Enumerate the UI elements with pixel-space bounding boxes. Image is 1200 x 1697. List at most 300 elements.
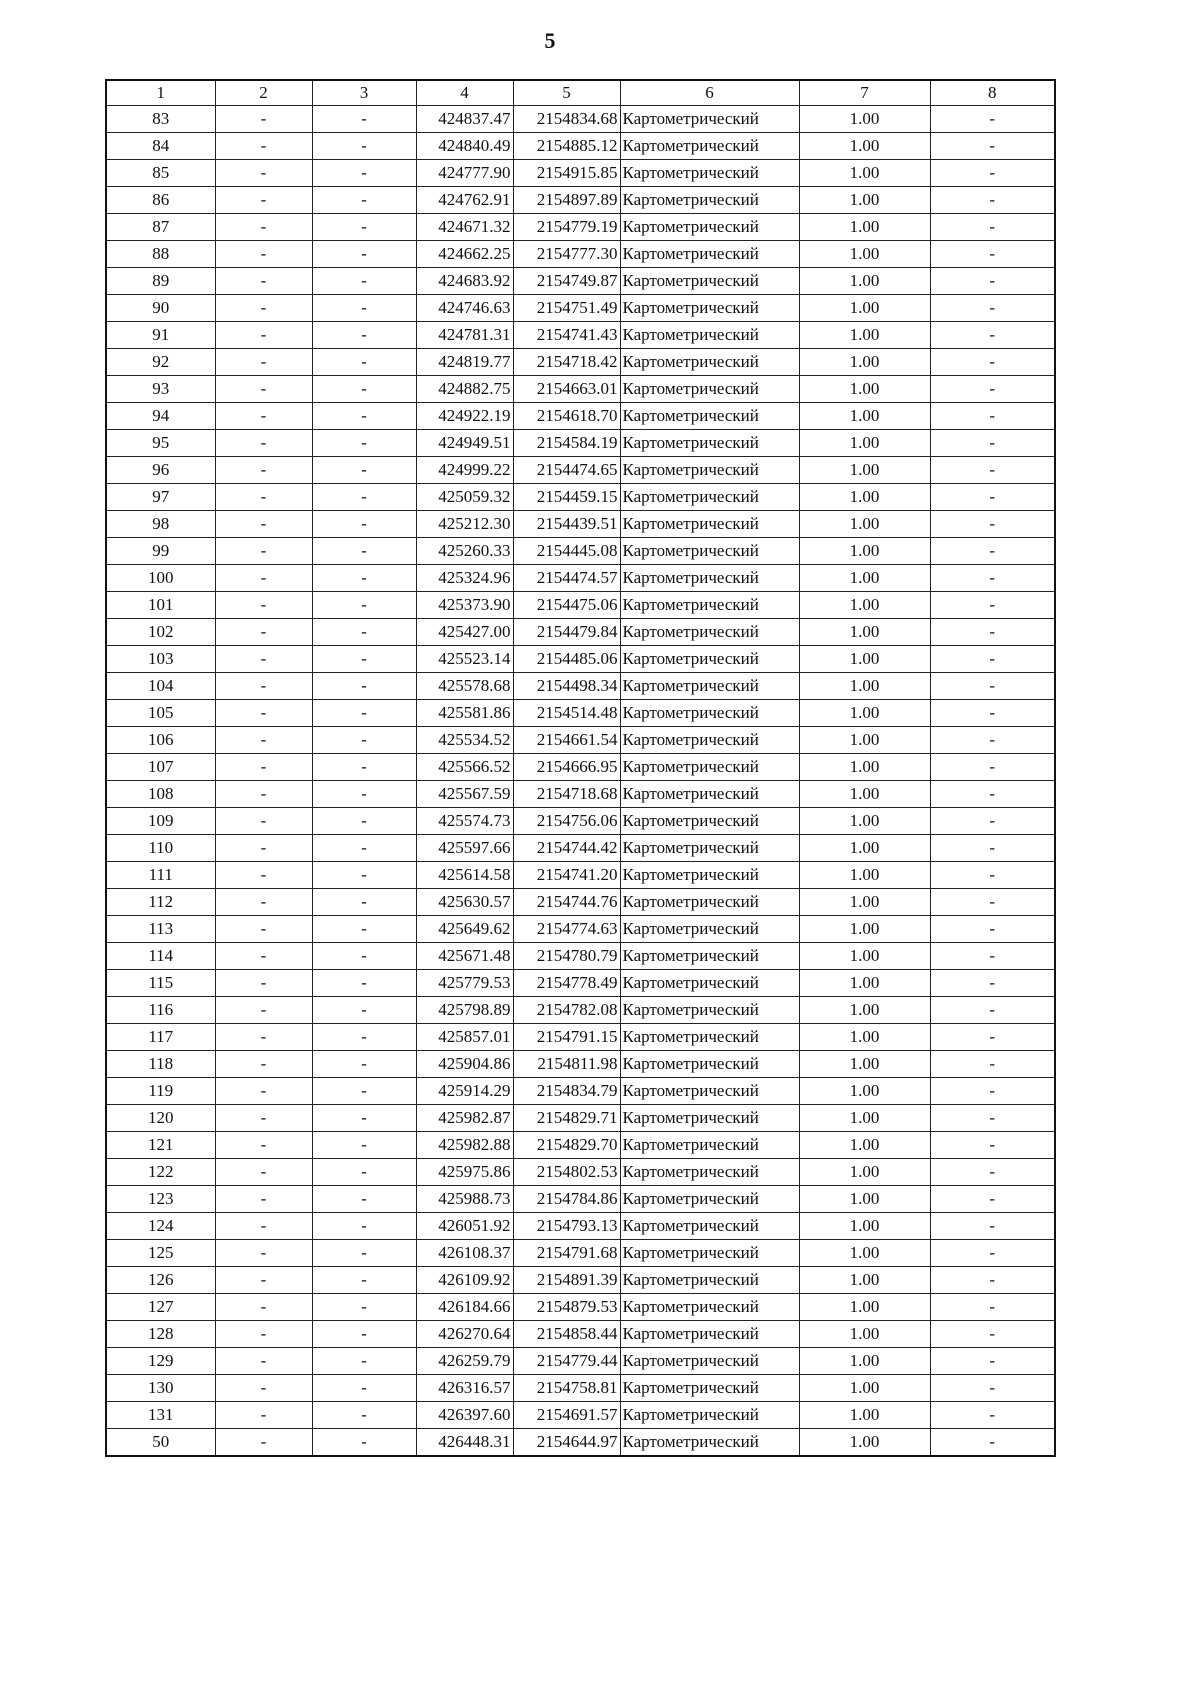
cell-coord-x: 425630.57 [416,889,513,916]
cell-col-3: - [312,349,416,376]
cell-coord-y: 2154779.19 [513,214,620,241]
cell-col-2: - [215,565,312,592]
cell-col-2: - [215,1294,312,1321]
table-row [106,1375,1055,1402]
cell-method: Картометрический [620,457,799,484]
cell-col-8: - [930,646,1055,673]
cell-col-2: - [215,133,312,160]
cell-coord-x: 424762.91 [416,187,513,214]
cell-col-8: - [930,349,1055,376]
cell-coord-y: 2154879.53 [513,1294,620,1321]
cell-accuracy: 1.00 [799,511,930,538]
cell-coord-x: 424819.77 [416,349,513,376]
cell-coord-x: 426397.60 [416,1402,513,1429]
cell-col-2: - [215,1267,312,1294]
cell-col-3: - [312,1186,416,1213]
cell-point-number: 95 [106,430,215,457]
cell-accuracy: 1.00 [799,997,930,1024]
table-row [106,511,1055,538]
cell-coord-x: 425671.48 [416,943,513,970]
cell-coord-y: 2154793.13 [513,1213,620,1240]
cell-point-number: 93 [106,376,215,403]
cell-coord-x: 425904.86 [416,1051,513,1078]
cell-col-2: - [215,1105,312,1132]
cell-coord-y: 2154479.84 [513,619,620,646]
cell-col-3: - [312,241,416,268]
cell-accuracy: 1.00 [799,187,930,214]
cell-method: Картометрический [620,808,799,835]
cell-accuracy: 1.00 [799,457,930,484]
cell-col-3: - [312,133,416,160]
cell-point-number: 119 [106,1078,215,1105]
table-row [106,943,1055,970]
cell-point-number: 114 [106,943,215,970]
cell-col-8: - [930,322,1055,349]
column-header-6: 6 [620,80,799,106]
cell-col-3: - [312,808,416,835]
cell-coord-y: 2154749.87 [513,268,620,295]
cell-col-3: - [312,646,416,673]
cell-coord-x: 426184.66 [416,1294,513,1321]
cell-coord-x: 425523.14 [416,646,513,673]
cell-method: Картометрический [620,241,799,268]
table-row [106,295,1055,322]
cell-coord-x: 426109.92 [416,1267,513,1294]
cell-coord-y: 2154584.19 [513,430,620,457]
cell-accuracy: 1.00 [799,1402,930,1429]
cell-accuracy: 1.00 [799,781,930,808]
cell-coord-y: 2154661.54 [513,727,620,754]
cell-method: Картометрический [620,511,799,538]
cell-col-2: - [215,1348,312,1375]
cell-coord-x: 425581.86 [416,700,513,727]
cell-coord-x: 426108.37 [416,1240,513,1267]
cell-accuracy: 1.00 [799,673,930,700]
cell-coord-x: 424683.92 [416,268,513,295]
cell-accuracy: 1.00 [799,1213,930,1240]
header-row [106,80,1055,106]
cell-method: Картометрический [620,592,799,619]
cell-coord-x: 424662.25 [416,241,513,268]
cell-accuracy: 1.00 [799,889,930,916]
cell-accuracy: 1.00 [799,1429,930,1457]
cell-col-2: - [215,808,312,835]
cell-col-2: - [215,1186,312,1213]
cell-coord-x: 425982.87 [416,1105,513,1132]
cell-col-3: - [312,1078,416,1105]
cell-point-number: 120 [106,1105,215,1132]
cell-col-3: - [312,889,416,916]
cell-col-2: - [215,1078,312,1105]
cell-accuracy: 1.00 [799,1321,930,1348]
cell-col-2: - [215,1240,312,1267]
cell-accuracy: 1.00 [799,1240,930,1267]
cell-col-2: - [215,889,312,916]
cell-point-number: 50 [106,1429,215,1457]
cell-col-3: - [312,1159,416,1186]
column-header-5: 5 [513,80,620,106]
cell-point-number: 127 [106,1294,215,1321]
cell-col-3: - [312,484,416,511]
cell-point-number: 113 [106,916,215,943]
table-row [106,889,1055,916]
cell-coord-y: 2154829.70 [513,1132,620,1159]
cell-col-3: - [312,943,416,970]
cell-col-2: - [215,727,312,754]
table-row [106,565,1055,592]
cell-coord-x: 425975.86 [416,1159,513,1186]
cell-coord-y: 2154718.42 [513,349,620,376]
cell-method: Картометрический [620,646,799,673]
cell-col-3: - [312,1402,416,1429]
cell-col-3: - [312,538,416,565]
cell-coord-y: 2154741.20 [513,862,620,889]
cell-col-3: - [312,700,416,727]
cell-method: Картометрический [620,1105,799,1132]
cell-col-2: - [215,700,312,727]
cell-col-8: - [930,565,1055,592]
cell-col-8: - [930,754,1055,781]
cell-col-8: - [930,403,1055,430]
cell-coord-y: 2154791.68 [513,1240,620,1267]
cell-col-3: - [312,1213,416,1240]
cell-col-8: - [930,187,1055,214]
cell-col-2: - [215,538,312,565]
cell-col-8: - [930,538,1055,565]
cell-coord-y: 2154834.68 [513,106,620,133]
cell-col-2: - [215,214,312,241]
table-row [106,1429,1055,1457]
cell-point-number: 112 [106,889,215,916]
cell-coord-x: 424840.49 [416,133,513,160]
cell-col-8: - [930,1294,1055,1321]
cell-accuracy: 1.00 [799,727,930,754]
table-row [106,862,1055,889]
cell-col-3: - [312,619,416,646]
cell-point-number: 85 [106,160,215,187]
cell-col-8: - [930,1429,1055,1457]
cell-col-2: - [215,781,312,808]
table-row [106,592,1055,619]
cell-point-number: 86 [106,187,215,214]
cell-point-number: 126 [106,1267,215,1294]
cell-col-8: - [930,1105,1055,1132]
cell-coord-y: 2154744.76 [513,889,620,916]
cell-col-2: - [215,484,312,511]
cell-coord-y: 2154780.79 [513,943,620,970]
cell-col-8: - [930,160,1055,187]
cell-col-2: - [215,322,312,349]
cell-coord-y: 2154718.68 [513,781,620,808]
cell-accuracy: 1.00 [799,943,930,970]
cell-coord-x: 425779.53 [416,970,513,997]
cell-accuracy: 1.00 [799,295,930,322]
cell-accuracy: 1.00 [799,133,930,160]
cell-method: Картометрический [620,565,799,592]
cell-accuracy: 1.00 [799,430,930,457]
cell-col-3: - [312,1429,416,1457]
cell-col-3: - [312,835,416,862]
cell-point-number: 100 [106,565,215,592]
cell-col-8: - [930,1159,1055,1186]
cell-point-number: 111 [106,862,215,889]
cell-col-8: - [930,511,1055,538]
cell-accuracy: 1.00 [799,970,930,997]
cell-col-2: - [215,943,312,970]
cell-point-number: 103 [106,646,215,673]
cell-col-2: - [215,1213,312,1240]
cell-accuracy: 1.00 [799,106,930,133]
cell-col-8: - [930,781,1055,808]
cell-accuracy: 1.00 [799,322,930,349]
table-row [106,673,1055,700]
cell-coord-x: 425798.89 [416,997,513,1024]
cell-col-2: - [215,1429,312,1457]
cell-point-number: 87 [106,214,215,241]
cell-method: Картометрический [620,1213,799,1240]
cell-col-2: - [215,997,312,1024]
cell-coord-y: 2154834.79 [513,1078,620,1105]
cell-col-8: - [930,1321,1055,1348]
cell-col-8: - [930,673,1055,700]
cell-coord-x: 425914.29 [416,1078,513,1105]
cell-accuracy: 1.00 [799,214,930,241]
cell-coord-y: 2154779.44 [513,1348,620,1375]
cell-coord-y: 2154485.06 [513,646,620,673]
cell-coord-y: 2154741.43 [513,322,620,349]
table-row [106,835,1055,862]
cell-point-number: 91 [106,322,215,349]
cell-coord-y: 2154439.51 [513,511,620,538]
cell-coord-y: 2154445.08 [513,538,620,565]
cell-col-8: - [930,1024,1055,1051]
cell-coord-x: 424746.63 [416,295,513,322]
table-row [106,1321,1055,1348]
table-row [106,1240,1055,1267]
cell-col-2: - [215,106,312,133]
table-row [106,322,1055,349]
cell-col-2: - [215,1024,312,1051]
cell-coord-y: 2154644.97 [513,1429,620,1457]
table-row [106,970,1055,997]
cell-coord-x: 426448.31 [416,1429,513,1457]
cell-coord-x: 426051.92 [416,1213,513,1240]
cell-method: Картометрический [620,268,799,295]
column-header-8: 8 [930,80,1055,106]
cell-accuracy: 1.00 [799,1105,930,1132]
cell-col-8: - [930,457,1055,484]
table-row [106,808,1055,835]
cell-col-8: - [930,1213,1055,1240]
table-row [106,538,1055,565]
cell-col-3: - [312,187,416,214]
cell-point-number: 83 [106,106,215,133]
cell-col-8: - [930,943,1055,970]
cell-coord-y: 2154459.15 [513,484,620,511]
table-row [106,349,1055,376]
cell-col-8: - [930,997,1055,1024]
cell-col-2: - [215,862,312,889]
cell-col-3: - [312,214,416,241]
cell-coord-y: 2154756.06 [513,808,620,835]
cell-method: Картометрический [620,835,799,862]
cell-col-8: - [930,727,1055,754]
table-row [106,700,1055,727]
cell-point-number: 94 [106,403,215,430]
cell-point-number: 125 [106,1240,215,1267]
cell-accuracy: 1.00 [799,808,930,835]
cell-col-8: - [930,1051,1055,1078]
cell-coord-x: 425574.73 [416,808,513,835]
cell-point-number: 108 [106,781,215,808]
cell-col-3: - [312,106,416,133]
cell-coord-x: 426316.57 [416,1375,513,1402]
cell-coord-x: 425578.68 [416,673,513,700]
cell-coord-x: 425597.66 [416,835,513,862]
cell-method: Картометрический [620,781,799,808]
cell-coord-y: 2154829.71 [513,1105,620,1132]
cell-col-3: - [312,376,416,403]
cell-col-2: - [215,916,312,943]
table-row [106,997,1055,1024]
cell-col-3: - [312,295,416,322]
cell-coord-y: 2154774.63 [513,916,620,943]
cell-coord-y: 2154784.86 [513,1186,620,1213]
table-row [106,1402,1055,1429]
cell-method: Картометрический [620,133,799,160]
table-row [106,376,1055,403]
cell-point-number: 116 [106,997,215,1024]
cell-accuracy: 1.00 [799,1348,930,1375]
cell-coord-y: 2154811.98 [513,1051,620,1078]
cell-method: Картометрический [620,1132,799,1159]
cell-col-8: - [930,808,1055,835]
cell-accuracy: 1.00 [799,241,930,268]
cell-col-2: - [215,970,312,997]
cell-col-2: - [215,511,312,538]
cell-coord-x: 425857.01 [416,1024,513,1051]
table-row [106,214,1055,241]
cell-col-2: - [215,268,312,295]
cell-col-2: - [215,1402,312,1429]
cell-coord-x: 425566.52 [416,754,513,781]
cell-coord-x: 426259.79 [416,1348,513,1375]
cell-method: Картометрический [620,754,799,781]
cell-method: Картометрический [620,889,799,916]
cell-accuracy: 1.00 [799,349,930,376]
cell-accuracy: 1.00 [799,862,930,889]
table-row [106,1348,1055,1375]
cell-col-8: - [930,1186,1055,1213]
column-header-3: 3 [312,80,416,106]
cell-col-3: - [312,1105,416,1132]
cell-method: Картометрический [620,1402,799,1429]
cell-coord-y: 2154514.48 [513,700,620,727]
cell-col-8: - [930,1240,1055,1267]
table-row [106,1186,1055,1213]
cell-col-8: - [930,430,1055,457]
cell-method: Картометрический [620,943,799,970]
cell-col-3: - [312,970,416,997]
cell-col-8: - [930,619,1055,646]
table-row [106,727,1055,754]
cell-accuracy: 1.00 [799,1267,930,1294]
cell-coord-x: 425427.00 [416,619,513,646]
cell-coord-y: 2154778.49 [513,970,620,997]
table-row [106,241,1055,268]
cell-point-number: 117 [106,1024,215,1051]
cell-point-number: 124 [106,1213,215,1240]
cell-col-8: - [930,241,1055,268]
cell-method: Картометрический [620,1186,799,1213]
cell-col-2: - [215,619,312,646]
cell-col-8: - [930,1267,1055,1294]
cell-accuracy: 1.00 [799,268,930,295]
cell-method: Картометрический [620,403,799,430]
cell-col-3: - [312,727,416,754]
cell-col-3: - [312,1294,416,1321]
cell-col-2: - [215,376,312,403]
cell-method: Картометрический [620,1348,799,1375]
cell-col-8: - [930,295,1055,322]
cell-method: Картометрический [620,1375,799,1402]
cell-col-3: - [312,754,416,781]
cell-coord-y: 2154915.85 [513,160,620,187]
cell-col-8: - [930,376,1055,403]
cell-col-3: - [312,160,416,187]
cell-col-2: - [215,835,312,862]
table-row [106,1051,1055,1078]
cell-col-2: - [215,1132,312,1159]
cell-point-number: 106 [106,727,215,754]
table-row [106,268,1055,295]
cell-accuracy: 1.00 [799,1375,930,1402]
table-row [106,1105,1055,1132]
cell-coord-y: 2154663.01 [513,376,620,403]
cell-method: Картометрический [620,862,799,889]
cell-method: Картометрический [620,1024,799,1051]
cell-col-3: - [312,565,416,592]
cell-method: Картометрический [620,214,799,241]
cell-col-8: - [930,1078,1055,1105]
cell-coord-y: 2154897.89 [513,187,620,214]
cell-coord-x: 424777.90 [416,160,513,187]
cell-accuracy: 1.00 [799,835,930,862]
cell-col-2: - [215,430,312,457]
table-row [106,457,1055,484]
cell-col-8: - [930,484,1055,511]
table-row [106,484,1055,511]
cell-method: Картометрический [620,349,799,376]
table-row [106,106,1055,133]
cell-col-2: - [215,160,312,187]
cell-col-8: - [930,214,1055,241]
cell-col-8: - [930,970,1055,997]
cell-method: Картометрический [620,484,799,511]
cell-coord-x: 425649.62 [416,916,513,943]
table-row [106,781,1055,808]
cell-coord-y: 2154475.06 [513,592,620,619]
cell-accuracy: 1.00 [799,484,930,511]
cell-method: Картометрический [620,295,799,322]
cell-col-8: - [930,106,1055,133]
cell-col-3: - [312,268,416,295]
cell-col-2: - [215,754,312,781]
cell-col-2: - [215,187,312,214]
cell-coord-x: 425614.58 [416,862,513,889]
cell-point-number: 102 [106,619,215,646]
cell-coord-x: 425059.32 [416,484,513,511]
